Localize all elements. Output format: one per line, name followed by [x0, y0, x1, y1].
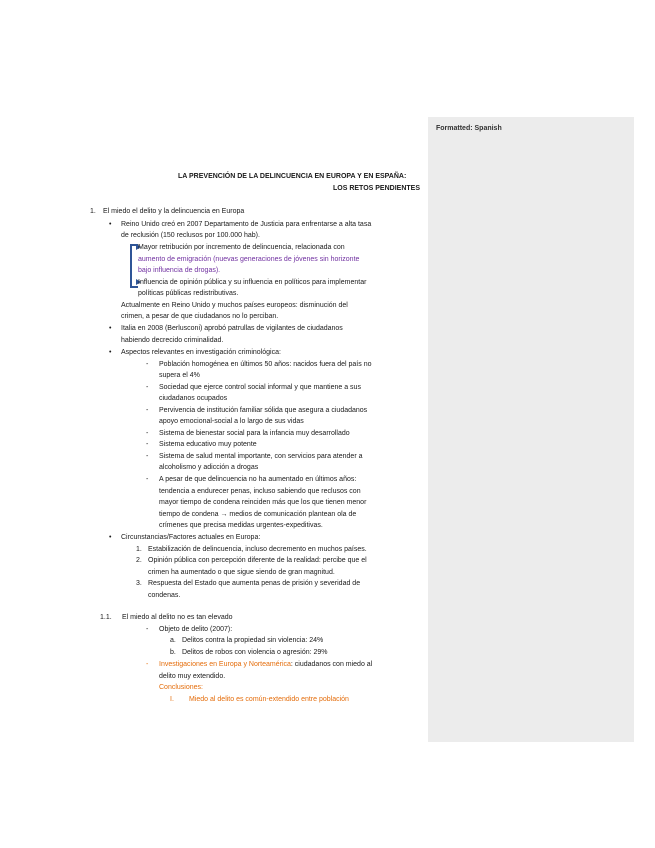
aspect-line: apoyo emocional-social a lo largo de sus vidas [159, 418, 304, 425]
num-marker: 3. [136, 580, 142, 587]
bullet1-sub1-line2: aumento de emigración (nuevas generaciones de jóvenes sin horizonte [138, 256, 360, 263]
doc-title-line2: LOS RETOS PENDIENTES [333, 185, 420, 192]
aspect-line: tendencia a endurecer penas, incluso sabiendo que reclusos con [159, 488, 361, 495]
investigaciones-line2: delito muy extendido. [159, 673, 226, 680]
section11-heading: El miedo al delito no es tan elevado [122, 614, 233, 621]
dash-marker: - [146, 453, 149, 460]
dash-marker: - [146, 361, 149, 368]
conclusiones-label: Conclusiones: [159, 684, 203, 691]
dash-marker: - [146, 384, 149, 391]
doc-title-line1: LA PREVENCIÓN DE LA DELINCUENCIA EN EUROPA Y EN ESPAÑA: [178, 173, 407, 180]
dash-marker: - [146, 441, 149, 448]
bullet3-line1: Aspectos relevantes en investigación criminológica: [121, 349, 281, 356]
bullet1-sub2-line2: políticas públicas redistributivas. [138, 290, 239, 297]
aspect-line: crímenes que precisa medidas urgentes-expeditivas. [159, 522, 323, 529]
dash-marker: - [146, 626, 149, 633]
aspect-line: tiempo de condena → medios de comunicación plantean ola de [159, 511, 357, 518]
comment-pane[interactable] [428, 117, 634, 742]
delito-item-b: Delitos de robos con violencia o agresión: 29% [182, 649, 328, 656]
aspect-line: Sistema educativo muy potente [159, 441, 257, 448]
circ-item-3-line2: condenas. [148, 592, 181, 599]
bullet1-sub1-line3: bajo influencia de drogas). [138, 267, 221, 274]
circ-item-3-line1: Respuesta del Estado que aumenta penas de prisión y severidad de [148, 580, 361, 587]
num-marker: 1. [136, 546, 142, 553]
aspect-line: Pervivencia de institución familiar sólida que asegura a ciudadanos [159, 407, 368, 414]
aspect-line: Sistema de salud mental importante, con servicios para atender a [159, 453, 363, 460]
bullet-dot: • [109, 221, 112, 228]
bullet1-line2: de reclusión (150 reclusos por 100.000 hab). [121, 232, 260, 239]
aspect-line: mayor tiempo de condena reinciden más que los que tienen menor [159, 499, 367, 506]
bullet-dot: • [109, 325, 112, 332]
bullet2-line1: Italia en 2008 (Berlusconi) aprobó patrullas de vigilantes de ciudadanos [121, 325, 343, 332]
dash-marker: - [146, 661, 149, 668]
bullet4-line1: Circunstancias/Factores actuales en Europa: [121, 534, 261, 541]
conclusion-1: Miedo al delito es común-extendido entre población [189, 696, 349, 703]
dash-marker: - [146, 407, 149, 414]
circ-item-2-line1: Opinión pública con percepción diferente de la realidad: percibe que el [148, 557, 367, 564]
roman-marker: I. [170, 696, 174, 703]
letter-marker: a. [170, 637, 176, 644]
bullet1-after-line1: Actualmente en Reino Unido y muchos países europeos: disminución del [121, 302, 348, 309]
letter-marker: b. [170, 649, 176, 656]
bullet-dot: • [109, 534, 112, 541]
delito-item-a: Delitos contra la propiedad sin violencia: 24% [182, 637, 324, 644]
aspect-line: supera el 4% [159, 372, 200, 379]
comment-label: Formatted: Spanish [436, 125, 502, 132]
aspect-line: Población homogénea en últimos 50 años: nacidos fuera del país no [159, 361, 372, 368]
aspect-line: A pesar de que delincuencia no ha aumentado en últimos años: [159, 476, 357, 483]
investigaciones-line1: Investigaciones en Europa y Norteamérica: ciudadanos con miedo al [159, 661, 373, 668]
dash-marker: - [146, 476, 149, 483]
aspect-line: ciudadanos ocupados [159, 395, 228, 402]
aspect-line: alcoholismo y adicción a drogas [159, 464, 259, 471]
bullet1-sub1-line1: Mayor retribución por incremento de delincuencia, relacionada con [138, 244, 345, 251]
num-marker: 2. [136, 557, 142, 564]
bullet1-after-line2: crimen, a pesar de que ciudadanos no lo perciban. [121, 313, 279, 320]
section1-number: 1. [90, 208, 96, 215]
circ-item-1: Estabilización de delincuencia, incluso decremento en muchos países. [148, 546, 367, 553]
section1-heading: El miedo el delito y la delincuencia en Europa [103, 208, 245, 215]
aspect-line: Sistema de bienestar social para la infancia muy desarrollado [159, 430, 350, 437]
bullet1-line1: Reino Unido creó en 2007 Departamento de Justicia para enfrentarse a alta tasa [121, 221, 372, 228]
bullet-dot: • [109, 349, 112, 356]
circ-item-2-line2: crimen ha aumentado o que sigue siendo de gran magnitud. [148, 569, 335, 576]
bullet1-sub2-line1: Influencia de opinión pública y su influencia en políticos para implementar [138, 279, 367, 286]
aspect-line: Sociedad que ejerce control social informal y que mantiene a sus [159, 384, 361, 391]
section11-number: 1.1. [100, 614, 112, 621]
dash-marker: - [146, 430, 149, 437]
objeto-delito: Objeto de delito (2007): [159, 626, 233, 633]
bullet2-line2: habiendo decrecido criminalidad. [121, 337, 224, 344]
investigaciones-link: Investigaciones en Europa y Norteamérica [159, 661, 291, 668]
